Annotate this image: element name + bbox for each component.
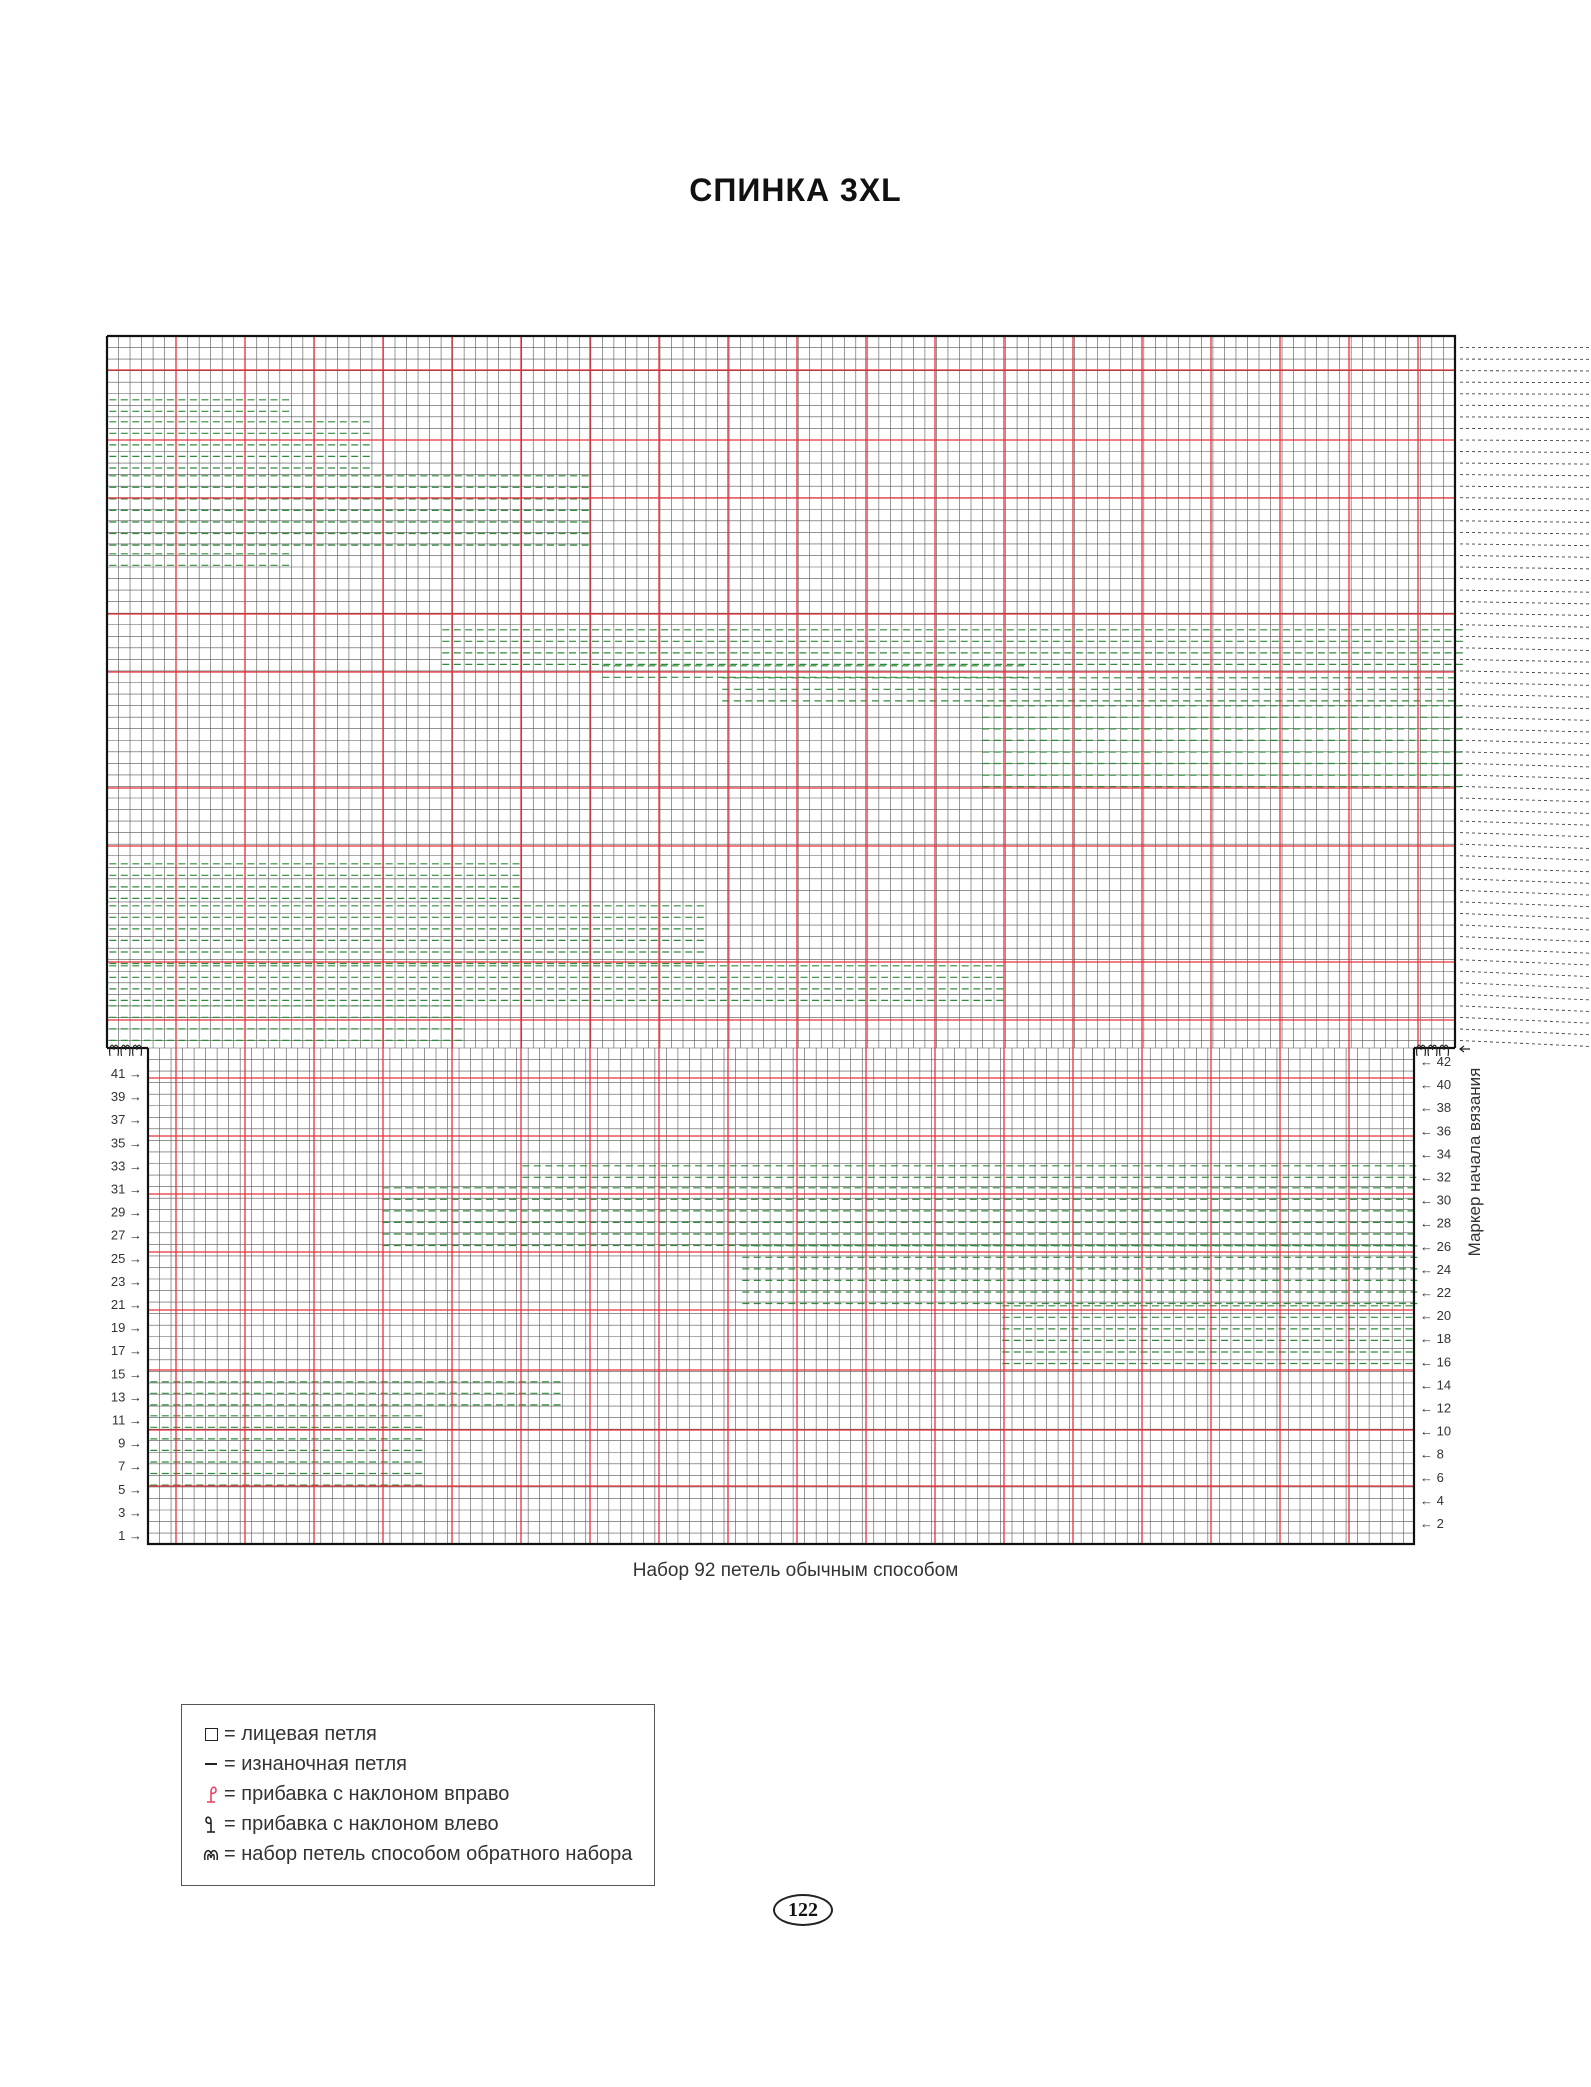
backward-loop-icon xyxy=(133,1045,142,1056)
row-number-left: 1 → xyxy=(118,1528,142,1543)
legend-row-knit xyxy=(198,1719,654,1749)
row-number-right: ← 28 xyxy=(1420,1215,1452,1231)
grid-minor-lines xyxy=(107,336,1455,1048)
row-number-right: ← 42 xyxy=(1420,1054,1452,1069)
legend-text: = прибавка с наклоном вправо xyxy=(224,1782,510,1805)
row-number-left: 13 → xyxy=(110,1389,142,1405)
purl-band xyxy=(109,422,369,468)
row-number-right: ← 6 xyxy=(1420,1469,1444,1485)
row-number-left: 25 → xyxy=(110,1250,142,1266)
row-number-right: ← 36 xyxy=(1420,1123,1452,1139)
legend-text: = изнаночная петля xyxy=(224,1752,407,1775)
dash-icon xyxy=(198,1754,224,1774)
row-number-left: 33 → xyxy=(110,1158,142,1174)
legend-row-inc-left xyxy=(198,1809,654,1839)
start-marker-label: Маркер начала вязания xyxy=(1465,1067,1484,1257)
row-number-right: ← 12 xyxy=(1420,1400,1452,1416)
square-icon xyxy=(198,1724,224,1744)
row-number-left: 41 → xyxy=(110,1066,142,1081)
backward-loop-icon xyxy=(121,1045,130,1056)
purl-band xyxy=(522,1166,1416,1178)
purl-band xyxy=(109,1006,462,1041)
row-number-left: 11 → xyxy=(111,1412,142,1428)
row-number-left: 35 → xyxy=(110,1135,142,1151)
row-number-right: ← 40 xyxy=(1420,1077,1452,1093)
row-number-left: 23 → xyxy=(110,1273,142,1289)
row-number-right: ← 38 xyxy=(1420,1100,1452,1116)
row-number-right: ← 22 xyxy=(1420,1285,1452,1300)
page-number: 122 xyxy=(773,1894,833,1926)
legend-row-backward-loop xyxy=(198,1839,654,1869)
cast-on-note: Набор 92 петель обычным способом xyxy=(632,1560,959,1581)
row-number-right: ← 34 xyxy=(1420,1146,1452,1162)
row-number-right: ← 4 xyxy=(1420,1492,1444,1508)
row-number-right: ← 14 xyxy=(1420,1377,1452,1393)
row-number-left: 29 → xyxy=(110,1204,142,1220)
row-number-left: 31 → xyxy=(110,1181,142,1197)
row-number-right: ← 30 xyxy=(1420,1192,1452,1208)
row-number-right: ← 10 xyxy=(1420,1423,1452,1439)
legend-row-purl xyxy=(198,1749,654,1779)
row-number-right: ← 2 xyxy=(1420,1516,1444,1531)
backward-loop-icon xyxy=(110,1045,119,1056)
start-marker-arrow xyxy=(1460,1046,1470,1052)
purl-band xyxy=(982,706,1461,787)
row-number-left: 37 → xyxy=(110,1112,142,1128)
extension-dashed-lines xyxy=(1460,348,1591,1047)
purl-band xyxy=(742,1246,1417,1304)
row-number-left: 15 → xyxy=(110,1366,142,1382)
page-title: СПИНКА 3XL xyxy=(689,172,902,208)
row-number-left: 27 → xyxy=(110,1227,142,1243)
row-number-right: ← 20 xyxy=(1420,1308,1452,1324)
purl-band xyxy=(382,1188,1414,1246)
grid-minor-lines xyxy=(148,1048,1414,1544)
row-number-left: 39 → xyxy=(110,1089,142,1105)
legend-text: = набор петель способом обратного набора xyxy=(224,1842,633,1865)
row-number-left: 21 → xyxy=(110,1297,142,1312)
chart-frame-upper xyxy=(107,336,1455,1048)
row-number-right: ← 16 xyxy=(1420,1354,1452,1370)
row-number-right: ← 24 xyxy=(1420,1261,1452,1277)
legend-text: = лицевая петля xyxy=(224,1722,377,1745)
row-number-left: 7 → xyxy=(118,1458,142,1474)
row-number-right: ← 18 xyxy=(1420,1331,1452,1347)
row-number-left: 17 → xyxy=(110,1343,142,1359)
increase-left-icon xyxy=(198,1814,224,1834)
row-number-left: 9 → xyxy=(118,1435,142,1451)
row-number-right: ← 8 xyxy=(1420,1446,1444,1462)
legend xyxy=(181,1704,655,1886)
purl-band xyxy=(722,678,1455,701)
row-number-left: 5 → xyxy=(118,1481,142,1497)
legend-row-inc-right xyxy=(198,1779,654,1809)
row-number-left: 3 → xyxy=(118,1504,142,1520)
row-number-left: 19 → xyxy=(110,1320,142,1336)
backward-loop-icon xyxy=(198,1844,224,1864)
row-number-right: ← 26 xyxy=(1420,1238,1452,1254)
row-number-right: ← 32 xyxy=(1420,1169,1452,1185)
legend-text: = прибавка с наклоном влево xyxy=(224,1812,499,1835)
purl-band xyxy=(1002,1306,1412,1364)
increase-right-icon xyxy=(198,1784,224,1804)
